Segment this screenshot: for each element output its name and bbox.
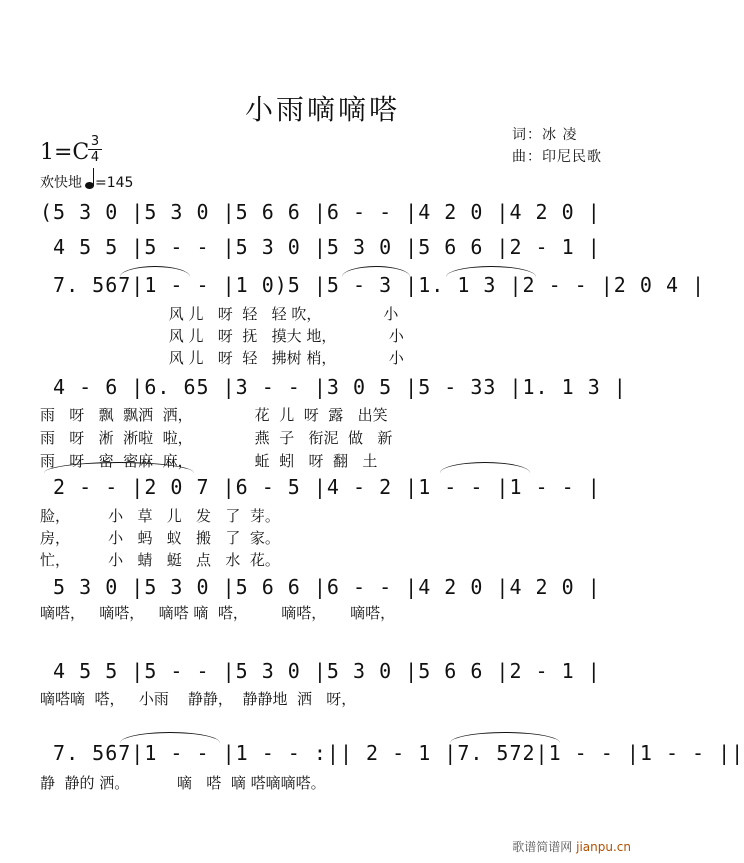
lyric-text: 雨 呀 淅 淅啦 啦， 燕 子 衔泥 做 新 — [40, 429, 393, 447]
lyric-text: 嘀嗒， 嘀嗒， 嘀嗒 嘀 嗒， 嘀嗒， 嘀嗒， — [40, 604, 396, 622]
lyricist-credit: 词：冰 凌 — [512, 127, 578, 143]
lyric-line — [40, 347, 615, 369]
lyric-line — [40, 427, 615, 449]
watermark-domain: jianpu.cn — [576, 840, 631, 854]
time-signature — [88, 135, 102, 164]
lyric-text: 风 儿 呀 轻 拂树 梢， 小 — [40, 349, 404, 367]
site-watermark — [512, 838, 631, 855]
notation-text: 4 5 5 |5 - - |5 3 0 |5 3 0 |5 6 6 |2 - 1 | — [40, 235, 601, 259]
lyric-line — [40, 549, 615, 571]
quarter-note-icon — [85, 182, 94, 189]
lyric-text: 雨 呀 密 密麻 麻， 蚯 蚓 呀 翻 土 — [40, 452, 378, 470]
notation-text: (5 3 0 |5 3 0 |5 6 6 |6 - - |4 2 0 |4 2 0 | — [40, 200, 601, 224]
tempo-label: 欢快地 — [40, 175, 82, 191]
notation-text: 4 - 6 |6. 65 |3 - - |3 0 5 |5 - 33 |1. 1 3 | — [40, 375, 627, 399]
lyric-text: 静 静的 洒。 嘀 嗒 嘀 嗒嘀嘀嗒。 — [40, 774, 326, 792]
notation-text: 7. 567|1 - - |1 - - :|| 2 - 1 |7. 572|1 - - |1 - - || — [40, 741, 744, 765]
notation-text: 7. 567|1 - - |1 0)5 |5 - 3 |1. 1 3 |2 - - |2 0 4 | — [40, 273, 706, 297]
song-title: 小雨嘀嘀嗒 — [244, 93, 400, 126]
lyric-line — [40, 772, 615, 794]
lyric-line — [40, 527, 615, 549]
notation-row — [40, 574, 615, 600]
notation-row — [40, 658, 615, 684]
lyric-text: 雨 呀 飘 飘洒 洒， 花 儿 呀 露 出笑 — [40, 406, 388, 424]
composer-credit: 曲：印尼民歌 — [512, 149, 602, 165]
lyric-text: 房， 小 蚂 蚁 搬 了 家。 — [40, 529, 280, 547]
lyric-text: 风 儿 呀 轻 轻 吹， 小 — [40, 305, 399, 323]
lyric-line — [40, 303, 615, 325]
lyric-text: 风 儿 呀 抚 摸大 地， 小 — [40, 327, 404, 345]
notation-row — [40, 272, 706, 298]
time-signature-bottom: 4 — [90, 150, 100, 165]
tempo-marking — [40, 172, 133, 192]
lyric-text: 嘀嗒嘀 嗒， 小雨 静静， 静静地 洒 呀， — [40, 690, 357, 708]
notation-row — [40, 199, 615, 225]
notation-text: 4 5 5 |5 - - |5 3 0 |5 3 0 |5 6 6 |2 - 1 | — [40, 659, 601, 683]
watermark-text: 歌谱简谱网 — [512, 840, 573, 854]
lyric-line — [40, 688, 615, 710]
notation-row — [40, 234, 615, 260]
lyric-line — [40, 325, 615, 347]
lyric-line — [40, 505, 615, 527]
lyric-line — [40, 602, 615, 624]
notation-text: 5 3 0 |5 3 0 |5 6 6 |6 - - |4 2 0 |4 2 0 | — [40, 575, 601, 599]
lyric-text: 忙， 小 蜻 蜓 点 水 花。 — [40, 551, 280, 569]
notation-row — [40, 374, 627, 400]
tempo-value: =145 — [95, 175, 134, 191]
lyric-line — [40, 404, 615, 426]
notation-row — [40, 474, 615, 500]
notation-row — [40, 740, 744, 766]
lyric-text: 脸， 小 草 儿 发 了 芽。 — [40, 507, 280, 525]
key-signature: 1=C — [40, 140, 90, 165]
time-signature-top: 3 — [90, 134, 100, 149]
notation-text: 2 - - |2 0 7 |6 - 5 |4 - 2 |1 - - |1 - - | — [40, 475, 601, 499]
